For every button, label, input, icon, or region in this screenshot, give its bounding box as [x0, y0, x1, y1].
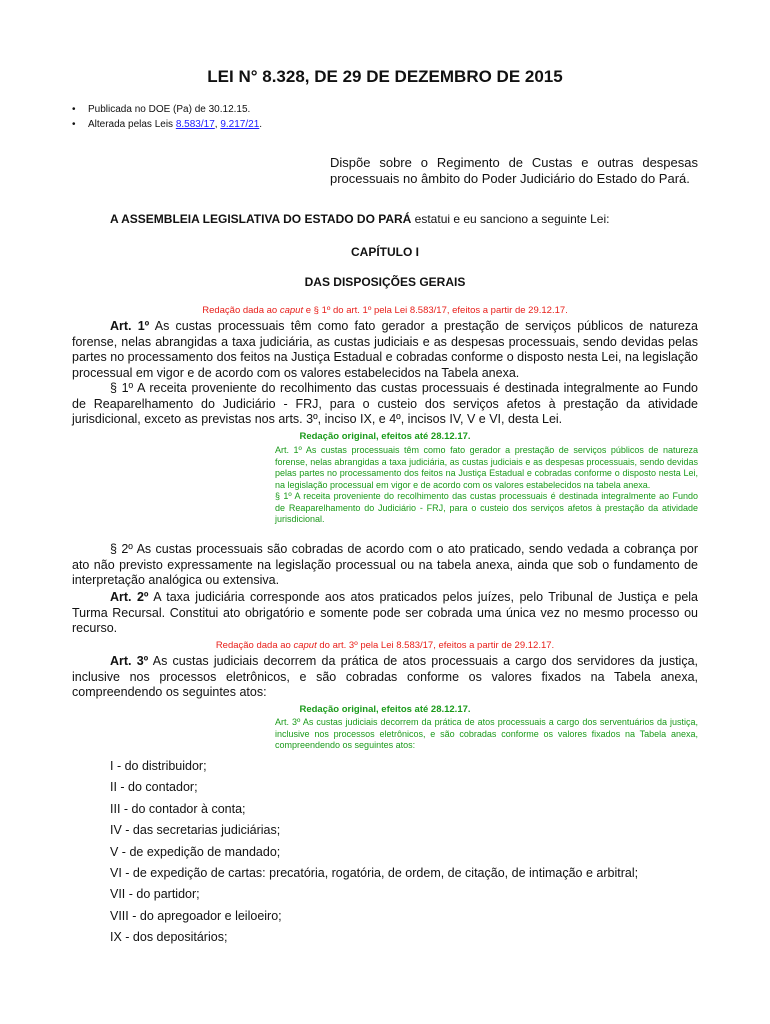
list-item: II - do contador;: [110, 780, 198, 795]
original-article-1: Art. 1º As custas processuais têm como fato gerador a prestação de serviços públicos de natureza forense, nelas abrangidas a taxa judiciária, as custas judiciais e as despesas processuais, sendo devidas pelas partes no processamento dos feitos na Justiça Estadual e cobradas conforme o disposto nesta Lei, na legislação processual em vigor e de acordo com os valores estabelecidos na tabela anexa.: [275, 445, 698, 490]
article-2-label: Art. 2º: [110, 590, 149, 604]
list-item: III - do contador à conta;: [110, 801, 246, 816]
article-2: [72, 590, 698, 637]
original-wording-header-1: Redação original, efeitos até 28.12.17.: [299, 431, 471, 442]
alteration-separator: ,: [214, 119, 221, 130]
chapter-title: DAS DISPOSIÇÕES GERAIS: [304, 275, 466, 289]
note-italic: caput: [293, 640, 317, 651]
article-2-text: A taxa judiciária corresponde aos atos praticados pelos juízes, pelo Tribunal de Justiça e pela Turma Recursal. Constitui ato obrigatório e somente pode ser cobrada uma única vez no mesmo processo ou recurso.: [72, 590, 698, 635]
note-post: do art. 3º pela Lei 8.583/17, efeitos a partir de 29.12.17.: [316, 640, 555, 651]
list-item: VI - de expedição de cartas: precatória, rogatória, de ordem, de citação, de intimação e arbitral;: [110, 865, 639, 880]
amendment-note-art1: [0, 305, 770, 316]
law-summary: Dispõe sobre o Regimento de Custas e outras despesas processuais no âmbito do Poder Judiciário do Estado do Pará.: [330, 155, 698, 186]
alteration-suffix: .: [259, 119, 263, 130]
original-article-3: Art. 3º As custas judiciais decorrem da prática de atos processuais a cargo dos serventuários da justiça, inclusive nos processos eletrônicos, e são cobradas conforme os valores fixados na Tabela anexa, compreendendo os seguintes atos:: [275, 717, 698, 750]
list-item: IX - dos depositários;: [110, 930, 228, 945]
publication-text: Publicada no DOE (Pa) de 30.12.15.: [88, 104, 251, 115]
original-wording-block-2: [275, 717, 698, 752]
note-pre: Redação dada ao: [202, 305, 280, 316]
alteration-bullet: [72, 117, 262, 132]
law-title: LEI N° 8.328, DE 29 DE DEZEMBRO DE 2015: [207, 67, 563, 86]
enactment-text: estatui e eu sanciono a seguinte Lei:: [411, 212, 610, 226]
original-wording-block-1: [275, 445, 698, 526]
article-3-label: Art. 3º: [110, 654, 149, 668]
publication-info-list: [72, 102, 262, 132]
article-1-text: As custas processuais têm como fato gerador a prestação de serviços públicos de natureza forense, nelas abrangidas a taxa judiciária, as custas judiciais e as despesas processuais, sendo devidas pelas partes no processamento dos feitos na Justiça Estadual e cobradas conforme o disposto nesta Lei, na legislação processual em vigor e de acordo com os valores estabelecidos na Tabela anexa.: [72, 319, 698, 380]
list-item: VIII - do apregoador e leiloeiro;: [110, 908, 282, 923]
list-item: I - do distribuidor;: [110, 759, 207, 773]
paragraph-2-text: § 2º As custas processuais são cobradas de acordo com o ato praticado, sendo vedada a cobrança por ato não previsto expressamente na legislação processual ou na tabela anexa, ainda que sob o fundamento de interpretação analógica ou extensiva.: [72, 542, 698, 587]
amendment-note-art3: [0, 640, 770, 651]
article-3-text: As custas judiciais decorrem da prática de atos processuais a cargo dos servidores da justiça, inclusive nos processos eletrônicos, e são cobradas conforme os valores fixados na Tabela anexa, compreendendo os seguintes atos:: [72, 654, 698, 699]
chapter-heading: CAPÍTULO I: [351, 245, 419, 259]
original-paragraph-1: § 1º A receita proveniente do recolhimento das custas processuais é destinada integralmente ao Fundo de Reaparelhamento do Judiciário - FRJ, para o custeio dos serviços afetos à prestação da atividade jurisdicional.: [275, 491, 698, 524]
note-pre: Redação dada ao: [215, 640, 294, 651]
article-1-label: Art. 1º: [110, 319, 150, 333]
law-link-9217[interactable]: 9.217/21: [220, 119, 260, 130]
publication-bullet: [72, 102, 262, 117]
note-italic: caput: [279, 305, 304, 316]
law-link-8583[interactable]: 8.583/17: [175, 119, 215, 130]
list-item: V - de expedição de mandado;: [110, 844, 281, 859]
list-item: IV - das secretarias judiciárias;: [110, 823, 281, 838]
alteration-prefix: Alterada pelas Leis: [88, 119, 176, 130]
original-wording-header-2: Redação original, efeitos até 28.12.17.: [299, 704, 471, 715]
acts-list: [110, 756, 638, 949]
article-1: [72, 319, 698, 381]
paragraph-1-text: § 1º A receita proveniente do recolhimento das custas processuais é destinada integralmente ao Fundo de Reaparelhamento do Judiciário - FRJ, para o custeio dos serviços afetos à prestação da atividade jurisdicional, exceto as previstas nos arts. 3º, inciso IX, e 4º, incisos IV, V e VI, desta Lei.: [72, 381, 698, 426]
article-1-paragraph-1: [72, 381, 698, 428]
enactment-assembly: A ASSEMBLEIA LEGISLATIVA DO ESTADO DO PARÁ: [110, 212, 412, 226]
list-item: VII - do partidor;: [110, 887, 200, 902]
article-1-paragraph-2: [72, 542, 698, 589]
enactment-clause: [110, 212, 609, 226]
article-3: [72, 654, 698, 701]
note-post: e § 1º do art. 1º pela Lei 8.583/17, efeitos a partir de 29.12.17.: [303, 305, 568, 316]
